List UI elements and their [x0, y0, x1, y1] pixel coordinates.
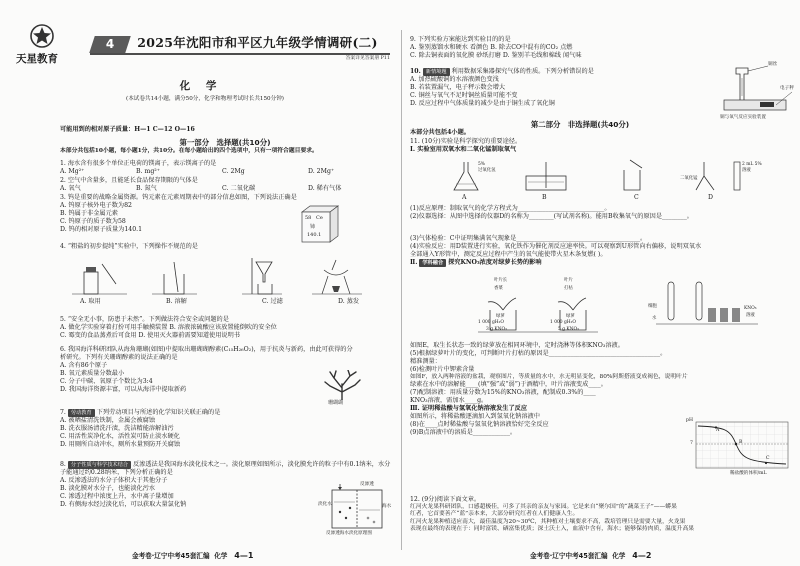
footer-right-page: 4—2: [632, 551, 652, 560]
q11-part2-title: [410, 259, 795, 267]
q8-option-d[interactable]: D. 有侧海水经过淡化后，可以获取大量氯化钠: [60, 500, 187, 508]
q8-option-a[interactable]: A. 反渗透法的水分子体积大于其他分子: [60, 476, 168, 484]
q11-mass-b: 5 g KNO₃: [558, 327, 579, 332]
footer-left-subject: 化学: [214, 552, 228, 560]
ph-point-a: A: [716, 428, 720, 433]
q11-fig-label-c: C: [634, 194, 639, 201]
q11-figure-labels: [442, 194, 762, 202]
q11-beaker-a: 绿萝: [496, 314, 505, 319]
q11-part2-tag: 学科融合: [419, 259, 446, 267]
q11-fig-label-b: B: [542, 194, 547, 201]
q11-p2-line-4: (6)检测叶片中钾素含量: [410, 365, 475, 373]
question-12: [410, 496, 798, 534]
q10-option-c[interactable]: C. 铜丝与氧气不足时铜丝质量可能不变: [410, 91, 518, 99]
q11-fig-label-d: D: [708, 194, 713, 201]
q5-stem: 5. “安全无小事，防患于未然”。下列做法符合安全或问题的是: [60, 316, 229, 323]
q2-option-b[interactable]: B. 氮气: [136, 184, 157, 192]
q1-option-c[interactable]: C. 2Mg: [222, 167, 245, 175]
q8-fig-label-c: 海水: [382, 504, 392, 509]
subject-title: 化 学: [179, 80, 223, 92]
q9-options-ab[interactable]: A. 鉴别蒸馏水和硬水 看颜色 B. 除去CO中混有的CO₂ 点燃: [410, 43, 573, 51]
q11-label-f: 溶液: [746, 313, 755, 318]
q4-option-d[interactable]: D. 蒸发: [338, 298, 360, 305]
q11-leaf-c: 香菜: [494, 286, 503, 291]
title-rule: [90, 53, 390, 55]
question-5: [60, 316, 390, 340]
q7-option-d[interactable]: D. 用厕所自动冲水，厕所水量预防开关腐蚀: [60, 440, 181, 448]
q11-leaf-a: 叶片长: [494, 278, 508, 283]
footer-left-series: 金考卷·辽宁中考45套汇编: [132, 552, 210, 560]
question-7: [60, 409, 390, 449]
q2-option-d[interactable]: D. 稀有气体: [308, 184, 342, 192]
element-mass: 140.1: [307, 232, 322, 238]
q11-blank-2[interactable]: (2)仪器选择：从图中选择的仪器D的名称为________(写试剂名称)。能用B收集氧气的原因是________。: [410, 212, 693, 220]
part2-intro: 本部分共包括4小题。: [410, 129, 470, 137]
q10-option-d[interactable]: D. 反应过程中气体质量的减少是由于铜生成了氧化铜: [410, 99, 555, 107]
q2-stem: 2. 空气中含量多，且能延长食品保存期限的气体是: [60, 177, 198, 184]
part2-title: 第二部分 非选择题(共40分): [530, 120, 630, 129]
q8-option-c[interactable]: C. 渗透过程中浓度上升，水中离子量增加: [60, 492, 174, 500]
q11-fig-note-a: 二氧化锰: [680, 176, 698, 181]
q9-stem: 9. 下列实验方案能达到实验目的的是: [410, 36, 511, 43]
atomic-mass-text: 可能用到的相对原子质量：H—1 C—12 O—16: [60, 126, 195, 133]
question-2: [60, 177, 390, 193]
q11-blank-7b[interactable]: KNO₃溶液，需加水____g。: [410, 397, 488, 405]
q11-p2-line-5: 如图F，放入两种溶液的盆栽，观察图片，等质量的水中，水无明显变化，80%阿斯搭液变成褐色，说明叶片: [410, 373, 688, 380]
q7-option-c[interactable]: C. 用活性炭净化水，活性炭可防止淡水硬化: [60, 432, 180, 440]
q11-p2-line-1: 如图E，取生长状态一致的绿萝放在相同环境中，定时浇淋等体积KNO₃溶液。: [410, 342, 624, 349]
q8-number: 8.: [60, 461, 66, 468]
part2-header: [410, 120, 710, 137]
q11-sol-b: 1 000 gH₂O: [550, 320, 576, 325]
q2-option-c[interactable]: C. 二氧化碳: [222, 184, 256, 192]
q4-option-c[interactable]: C. 过滤: [262, 298, 283, 305]
q3-stem: 3. 钨是重要的战略金属资源。钨元素在元素周期表中的部分信息如图，下列说法正确是: [60, 194, 297, 201]
ph-graph: [686, 418, 794, 484]
brand-name: 天星教育: [16, 53, 58, 65]
q6-option-a[interactable]: A. 含有86个原子: [60, 361, 108, 369]
q7-tag: 劳动教育: [68, 409, 95, 417]
q10-stem-text: 利用数据采集器探究气体的性质。下列分析错误的是: [451, 68, 594, 75]
q11-blank-3[interactable]: (3)气体检验：C中证明集满氧气现象是________________________________________。: [410, 234, 647, 242]
q11-label-e: KNO₃: [744, 306, 757, 311]
q11-sol-a: 1 000 gH₂O: [478, 320, 504, 325]
part1-title: 第一部分 选择题(共10分): [179, 138, 271, 147]
footer-right-subject: 化学: [612, 552, 626, 560]
q8-fig-caption: 反渗透海水淡化原理图: [326, 531, 372, 536]
q11-fig-label-a: A: [462, 194, 467, 201]
q7-option-a[interactable]: A. 被晒盐清洗铁制，金属会被腐蚀: [60, 417, 156, 424]
q11-fig-note-e: 溶液: [742, 168, 751, 173]
desalination-figure: [318, 482, 396, 542]
q10-stem: [410, 68, 710, 76]
q12-para-4: 表现在最终的表现在于：同时富镁、硒富集优质；深土沃土入，血液中含有，海水；能够保持肉质，温度升高果: [410, 526, 695, 533]
spacer: [410, 221, 795, 235]
q11-part1-questions: [410, 205, 795, 267]
ph-curve-icon: [686, 418, 794, 476]
exam-title: 2025年沈阳市和平区九年级学情调研(二): [137, 35, 378, 50]
q11-label-d: 水: [652, 316, 657, 321]
q1-option-a[interactable]: A. Mg²⁺: [60, 167, 85, 175]
element-name: 铈: [310, 224, 316, 230]
q8-fig-label-b: 淡化水: [318, 502, 332, 507]
q10-option-b[interactable]: B. 若装置漏气，电子秤示数会增大: [410, 83, 506, 91]
q4-option-b[interactable]: B. 溶解: [166, 298, 187, 305]
q11-part2-number: Ⅱ.: [410, 258, 418, 266]
q11-p2-line-3: 精准测量：: [410, 357, 441, 365]
q11-blank-4[interactable]: (4)实验反应：用D装置进行实验，氧化铁作为催化剂反应速率快。可以观察到U形管向右偏移，说明双氧水: [410, 242, 702, 250]
q11-blank-1[interactable]: (1)反应原理：制取氧气的化学方程式为____________________________。: [410, 205, 611, 212]
q6-option-d[interactable]: D. 我国海洋资源丰富，可以从海洋中提取新药: [60, 385, 187, 393]
part1-intro: 本部分共包括10小题，每小题1分，共10分。在每小题给出的四个选项中，只有一项符合题目要求。: [60, 148, 318, 155]
q10-fig-label-a: 铜丝: [768, 62, 778, 67]
q11-part2-text: 探究KNO₃浓度对绿萝长势的影响: [448, 258, 542, 266]
coral-icon: [322, 370, 362, 400]
question-9: [410, 36, 790, 60]
q3-option-b[interactable]: B. 钨属于非金属元素: [60, 209, 118, 217]
q11-leaf-d: 打枯: [564, 286, 573, 291]
q12-stem: 12. (9分)阅读下面文章。: [410, 496, 481, 503]
q6-option-b[interactable]: B. 氧元素质量分数最小: [60, 369, 125, 377]
answer-reference: 答案详见答案册 P11: [345, 56, 390, 61]
q12-para-3: 红河火龙果种植适应南大，最佳温度为20~30℃，其种植对土壤要求不高，栽培管理只是需要大量，火龙果: [410, 518, 686, 525]
part1-header: [60, 138, 390, 156]
footer-right: [530, 551, 651, 561]
q11-apparatus-figure: [442, 158, 762, 204]
question-1: [60, 160, 390, 176]
q8-fig-label-a: 反渗透: [360, 482, 374, 487]
element-number: 58: [305, 215, 312, 221]
q11-blank-9[interactable]: (9)B点溶液中的溶质是____________。: [410, 428, 517, 436]
question-11: [410, 138, 790, 154]
q3-option-d[interactable]: D. 钨的相对原子质量为140.1: [60, 225, 143, 233]
brand-logo: [14, 20, 76, 72]
element-card-figure: [296, 204, 340, 244]
q11-stem: 11. (10分)实验是科学探究的重要途径。: [410, 138, 522, 145]
q9-options-cd[interactable]: C. 除去铜表面的氧化膜 砂纸打磨 D. 鉴别羊毛线和棉线 闻气味: [410, 51, 582, 59]
q11-blank-7[interactable]: (7)配制溶液：用质量分数为15%的KNO₃溶液，配制成0.3%的____: [410, 389, 596, 397]
ph-point-c: C: [766, 456, 770, 461]
q7-option-b[interactable]: B. 洗衣服汤清洗汗渍，洗洁精能溶解油污: [60, 424, 174, 432]
q4-figures: [72, 256, 382, 308]
ph-tick-7: 7: [690, 441, 693, 446]
q11-fig-note-c: 过氧化氢: [478, 168, 496, 173]
paper-number: 4: [105, 37, 115, 51]
right-column: [402, 0, 800, 566]
q11-part3-title: Ⅲ. 证明稀盐酸与氢氧化钠溶液发生了反应: [410, 404, 528, 412]
exam-note: (本试卷共14小题，满分50分，化学和物理考试时长共150分钟): [126, 96, 284, 102]
atomic-mass-line: [60, 126, 390, 134]
footer-left-page: 4—1: [234, 551, 254, 560]
q11-beaker-b: 绿萝: [566, 314, 575, 319]
footer-right-series: 金考卷·辽宁中考45套汇编: [530, 552, 608, 560]
q6-option-c[interactable]: C. 分子中碳、氧原子个数比为3:4: [60, 377, 153, 385]
q1-option-d[interactable]: D. 2Mg⁺: [308, 167, 335, 175]
q10-number: 10.: [410, 68, 421, 75]
coral-figure: [322, 370, 362, 408]
coral-caption: 珊瑚瑚: [328, 400, 344, 406]
q8-tag: 分子性质与科学技术结合: [68, 461, 131, 469]
q11-leaf-b: 叶片: [564, 278, 573, 283]
q11-blank-5[interactable]: (5)根据绿萝叶片的变化，可判断叶片打枯的原因是____________________________________。: [410, 349, 667, 357]
ph-point-b: B: [739, 440, 743, 445]
q6-stem-2: 析研究。下列有关珊瑚醇素的说法正确的是: [60, 353, 178, 361]
q8-stem: [60, 461, 395, 477]
q10-option-a[interactable]: A. 加热硫酸铜的水溶液颜色变浅: [410, 76, 499, 83]
question-3: [60, 194, 390, 234]
q2-options: [60, 185, 390, 193]
question-4: [60, 243, 390, 251]
q12-para-2: 红者，它首要善产“蓝”亲本来，大部分研究红者在人们健康人生。: [410, 511, 579, 518]
q1-option-b[interactable]: B. mg²⁺: [136, 167, 161, 175]
q3-option-c[interactable]: C. 钨原子的质子数为58: [60, 217, 126, 225]
q1-stem: 1. 海水含有很多个单位正电荷的镁离子，表示镁离子的是: [60, 160, 217, 167]
q10-fig-label-b: 电子秤: [780, 86, 794, 91]
q12-para-1: 红河火龙果科研团队，口感超极佳，可多了其亲的亲友与家园。它是来自“聚尔国”的“蔬菜王子”——蟒果: [410, 503, 677, 510]
q10-figure: [720, 62, 796, 124]
oxygen-apparatus-icon: [442, 158, 762, 194]
plant-beaker-icon: [458, 278, 788, 340]
q4-stem: 4. “粗盐的初步提纯”实验中，下列操作不规范的是: [60, 243, 198, 250]
q11-fig-note-d: 2 mL 5%: [742, 162, 762, 167]
q11-part1-title: Ⅰ. 实验室用双氧水和二氧化锰制取氧气: [410, 145, 517, 153]
q4-labels: [72, 298, 382, 306]
q1-options: [60, 168, 390, 176]
q11-blank-6[interactable]: 绿素在水中的溶解能____(填“强”或“弱”)于酒精中，叶片溶液变成____。: [410, 381, 607, 389]
q11-label-c: 细胞: [648, 304, 657, 309]
q10-fig-caption: 铜与氧气反应实验装置: [720, 115, 766, 120]
question-10: [410, 68, 710, 108]
q6-stem-1: 6. 我国海洋科研团队从海角珊瑚(如图)中提取出珊瑚瑚醇素(C₁₅H₂₆O₂)，用于抗炎与新药，由此可获得的分: [60, 346, 353, 353]
ph-axis-label: pH: [686, 418, 693, 423]
element-symbol: Ce: [316, 215, 323, 221]
q11-blank-4b[interactable]: 全部通入Y形管中，测定反应过程中产生的氧气能使带火星木条复燃( )。: [410, 250, 607, 258]
q7-stem-text: 下列劳动项目与所述的化学知识关联正确的是: [96, 409, 221, 416]
q11-mass-a: 3 g KNO₃: [486, 327, 507, 332]
q11-p3-line-1: 如图所示，将稀盐酸逐滴加入到氢氧化钠溶液中: [410, 412, 540, 420]
q7-number: 7.: [60, 409, 66, 416]
q8-option-b[interactable]: B. 淡化膜对水分子，也能淡化污水: [60, 484, 156, 492]
lab-operations-icon: [72, 256, 382, 298]
q2-option-a[interactable]: A. 氧气: [60, 184, 81, 192]
q8-stem-text: 反渗透法是我国海水淡化技术之一。淡化原理如图所示，淡化膜允许的粒子中有0.1纳米，水分子能通过约0.28纳米，下列分析正确的是: [60, 461, 391, 476]
q10-tag: 新情境题: [423, 68, 450, 76]
q5-options-cd[interactable]: C. 霉变的食品蒸煮后可食用 D. 使用灭火器前需要知道使用说明书: [60, 331, 240, 339]
q11-fig-note-b: 5%: [478, 162, 485, 167]
q4-option-a[interactable]: A. 取用: [80, 298, 101, 305]
footer-left: [132, 551, 253, 561]
q11-plant-figure: [458, 278, 788, 340]
q7-stem: [60, 409, 390, 417]
q11-blank-8[interactable]: (8)在____点时稀盐酸与氢氧化钠溶液恰好完全反应: [410, 420, 549, 428]
q3-option-a[interactable]: A. 钨原子核外电子数为82: [60, 201, 132, 209]
ph-x-label: 稀盐酸的体积/mL: [730, 471, 767, 476]
q5-options-ab[interactable]: A. 做化学实验穿着打扮可用手触摸装置 B. 溶液浓硫酸应该放置能倒吹的安全位: [60, 323, 277, 331]
